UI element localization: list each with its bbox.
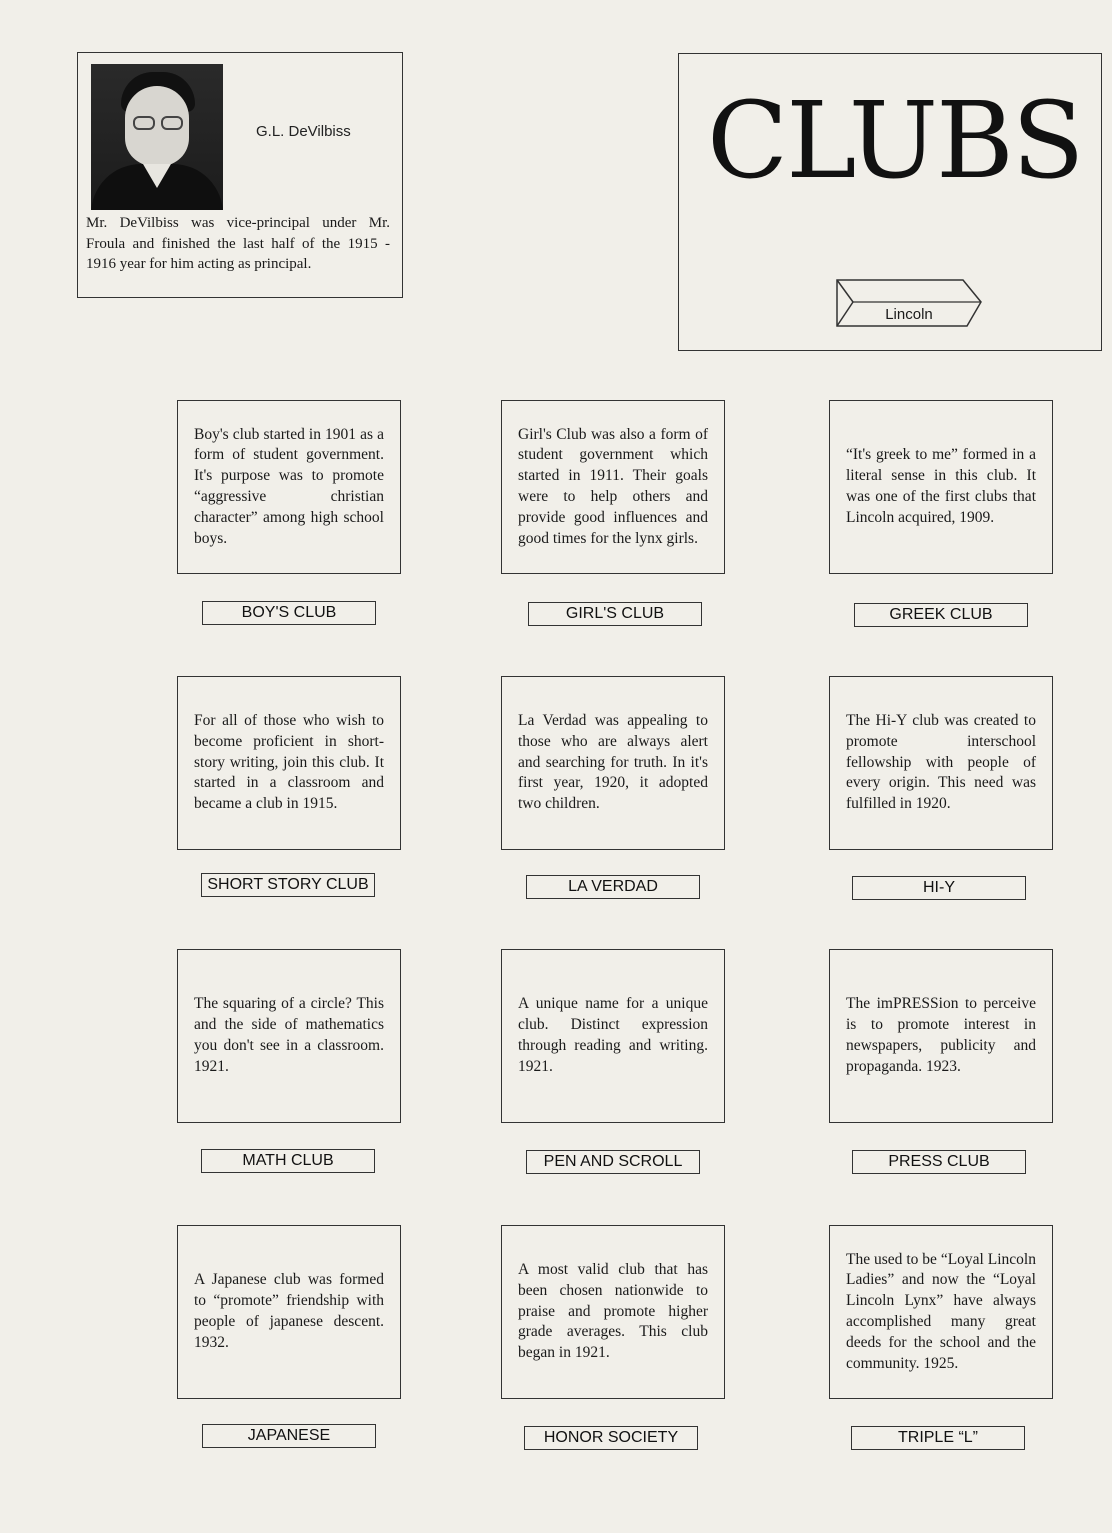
club-description-box bbox=[501, 400, 725, 574]
club-name-label: HI-Y bbox=[852, 876, 1026, 900]
club-description: La Verdad was appealing to those who are always alert and searching for truth. In it's first year, 1920, it adopted two children. bbox=[518, 712, 708, 813]
club-description-box bbox=[177, 400, 401, 574]
club-description: Boy's club started in 1901 as a form of student government. It's purpose was to promote “aggressive christian character” among high school boys. bbox=[194, 425, 384, 547]
portrait-photo bbox=[91, 64, 223, 210]
profile-name: G.L. DeVilbiss bbox=[256, 123, 351, 140]
club-description: The used to be “Loyal Lincoln Ladies” and now the “Loyal Lincoln Lynx” have always accomplished many great deeds for the school and the community. 1925. bbox=[846, 1250, 1036, 1372]
club-description-box bbox=[829, 676, 1053, 850]
club-description: A most valid club that has been chosen nationwide to praise and promote higher grade averages. This club began in 1921. bbox=[518, 1261, 708, 1362]
profile-card bbox=[77, 52, 403, 298]
club-name-label: LA VERDAD bbox=[526, 875, 700, 899]
club-description: A unique name for a unique club. Distinct expression through reading and writing. 1921. bbox=[518, 995, 708, 1075]
club-name-label: JAPANESE bbox=[202, 1424, 376, 1448]
club-name-label: TRIPLE “L” bbox=[851, 1426, 1025, 1450]
club-description: The squaring of a circle? This and the side of mathematics you don't see in a classroom. 1921. bbox=[194, 995, 384, 1075]
club-name-label: HONOR SOCIETY bbox=[524, 1426, 698, 1450]
club-description-box bbox=[501, 676, 725, 850]
club-description-box bbox=[177, 1225, 401, 1399]
club-description-box bbox=[501, 1225, 725, 1399]
banner-label: Lincoln bbox=[885, 306, 933, 323]
club-description-box bbox=[829, 400, 1053, 574]
club-description-box bbox=[829, 1225, 1053, 1399]
club-description-box bbox=[501, 949, 725, 1123]
club-name-label: BOY'S CLUB bbox=[202, 601, 376, 625]
club-description: For all of those who wish to become proficient in short-story writing, join this club. It started in a classroom and became a club in 1915. bbox=[194, 712, 384, 813]
lincoln-banner bbox=[835, 278, 983, 330]
club-name-label: GIRL'S CLUB bbox=[528, 602, 702, 626]
club-description-box bbox=[177, 949, 401, 1123]
club-name-label: GREEK CLUB bbox=[854, 603, 1028, 627]
clubs-header-box bbox=[678, 53, 1102, 351]
club-description: The imPRESSion to perceive is to promote interest in newspapers, publicity and propaganda. 1923. bbox=[846, 995, 1036, 1075]
club-name-label: PEN AND SCROLL bbox=[526, 1150, 700, 1174]
club-description-box bbox=[177, 676, 401, 850]
club-name-label: SHORT STORY CLUB bbox=[201, 873, 375, 897]
club-description: The Hi-Y club was created to promote interschool fellowship with people of every origin. This need was fulfilled in 1920. bbox=[846, 712, 1036, 813]
club-description: “It's greek to me” formed in a literal sense in this club. It was one of the first clubs that Lincoln acquired, 1909. bbox=[846, 446, 1036, 526]
club-description: A Japanese club was formed to “promote” friendship with people of japanese descent. 1932. bbox=[194, 1271, 384, 1351]
profile-bio: Mr. DeVilbiss was vice-principal under Mr. Froula and finished the last half of the 1915 - 1916 year for him acting as principal. bbox=[86, 215, 390, 272]
club-description-box bbox=[829, 949, 1053, 1123]
club-description: Girl's Club was also a form of student government which started in 1911. Their goals were to help others and provide good influences and good times for the lynx girls. bbox=[518, 425, 708, 547]
club-name-label: PRESS CLUB bbox=[852, 1150, 1026, 1174]
club-name-label: MATH CLUB bbox=[201, 1149, 375, 1173]
page-title: CLUBS bbox=[707, 79, 1083, 202]
